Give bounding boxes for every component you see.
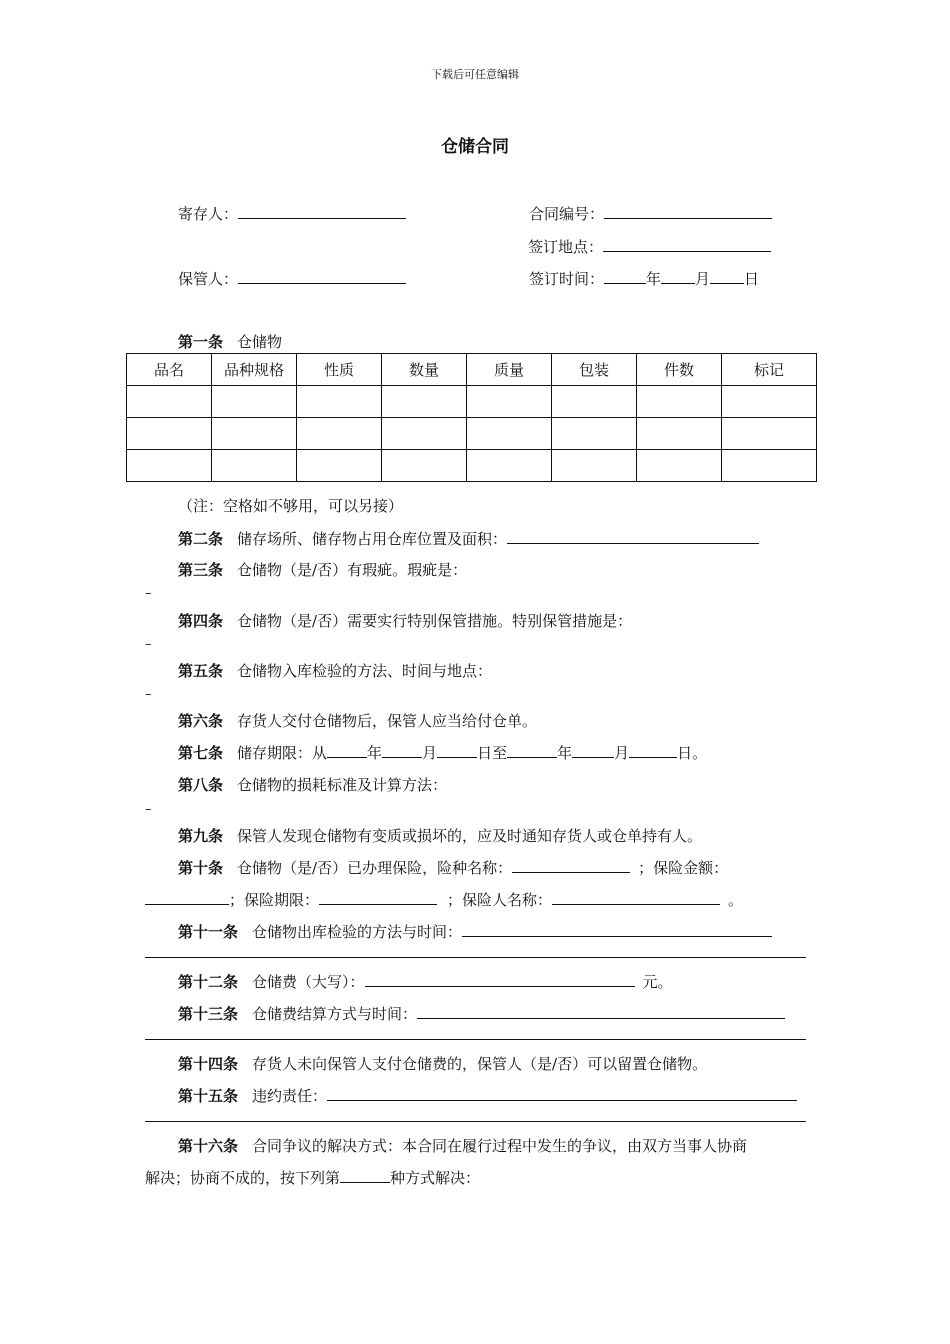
article-6 [178,710,537,731]
article-2-text: 储存场所、储存物占用仓库位置及面积： [237,530,508,548]
article-14-number: 第十四条 [178,1055,239,1073]
article-16-number: 第十六条 [178,1137,239,1155]
article-16 [178,1135,747,1156]
article-11 [178,921,772,942]
article-12-text: 仓储费（大写）： [252,973,365,991]
article-16-line-2-b: 种方式解决： [390,1169,481,1187]
article-3-text: 仓储物（是/否）有瑕疵。瑕疵是： [237,561,468,579]
article-6-number: 第六条 [178,712,224,730]
dash-mark: – [145,802,152,817]
table-header-cell: 标记 [722,354,817,386]
sign-day-label: 日 [744,270,760,288]
article-16-line-2-a: 解决；协商不成的，按下列第 [145,1169,341,1187]
end-month-label: 月 [614,744,630,762]
article-11-text: 仓储物出库检验的方法与时间： [252,923,463,941]
article-15 [178,1085,797,1106]
end-year-label: 年 [557,744,573,762]
sign-time-field [529,268,759,289]
table-cell[interactable] [127,386,212,418]
article-13 [178,1003,785,1024]
article-13-number: 第十三条 [178,1005,239,1023]
insurance-type-blank[interactable] [512,858,630,873]
dash-mark: – [145,637,152,652]
table-header-cell: 性质 [297,354,382,386]
start-day-blank[interactable] [437,743,477,758]
table-header-cell: 数量 [382,354,467,386]
article-1-text: 仓储物 [237,333,283,351]
table-cell[interactable] [637,386,722,418]
sign-month-label: 月 [695,270,711,288]
insurer-label: ；保险人名称： [447,891,553,909]
sign-year-blank[interactable] [604,269,646,284]
article-15-blank[interactable] [327,1086,797,1101]
article-13-continuation-line[interactable] [145,1039,806,1040]
table-header-cell: 品种规格 [212,354,297,386]
article-5-text: 仓储物入库检验的方法、时间与地点： [237,662,493,680]
sign-place-label: 签订地点： [528,238,604,256]
article-12-unit: 元。 [642,973,673,991]
keeper-blank[interactable] [238,269,406,284]
article-13-text: 仓储费结算方式与时间： [252,1005,418,1023]
article-11-continuation-line[interactable] [145,957,806,958]
sign-time-label: 签订时间： [529,270,605,288]
insurance-amount-blank[interactable] [145,890,229,905]
start-month-blank[interactable] [382,743,422,758]
goods-table [126,353,817,482]
table-cell[interactable] [637,450,722,482]
article-14-text: 存货人未向保管人支付仓储费的，保管人（是/否）可以留置仓储物。 [252,1055,708,1073]
sign-year-label: 年 [646,270,662,288]
sign-month-blank[interactable] [661,269,695,284]
table-cell[interactable] [722,450,817,482]
end-month-blank[interactable] [572,743,614,758]
table-cell[interactable] [382,386,467,418]
table-header-cell: 品名 [127,354,212,386]
table-row [127,386,817,418]
table-note: （注：空格如不够用，可以另接） [178,497,404,515]
article-10-end: 。 [728,891,744,909]
table-row [127,450,817,482]
article-9-text: 保管人发现仓储物有变质或损坏的，应及时通知存货人或仓单持有人。 [237,827,703,845]
table-cell[interactable] [722,418,817,450]
end-year-blank[interactable] [507,743,557,758]
sign-place-field [528,236,771,257]
article-15-continuation-line[interactable] [145,1121,806,1122]
article-1 [178,331,282,352]
article-10-text: 仓储物（是/否）已办理保险，险种名称： [237,859,513,877]
start-day-label: 日至 [477,744,508,762]
article-10-line-2 [145,889,743,910]
table-header-row [127,354,817,386]
article-11-blank[interactable] [462,922,772,937]
article-7 [178,742,707,763]
article-15-number: 第十五条 [178,1087,239,1105]
table-cell[interactable] [382,450,467,482]
article-2-number: 第二条 [178,530,224,548]
start-year-blank[interactable] [327,743,367,758]
table-cell[interactable] [212,450,297,482]
table-cell[interactable] [722,386,817,418]
article-6-text: 存货人交付仓储物后，保管人应当给付仓单。 [237,712,538,730]
article-8 [178,774,447,795]
document-title: 仓储合同 [441,137,509,157]
article-8-text: 仓储物的损耗标准及计算方法： [237,776,448,794]
contract-no-blank[interactable] [604,204,772,219]
storage-fee-blank[interactable] [365,972,635,987]
start-month-label: 月 [422,744,438,762]
article-3 [178,559,467,580]
article-13-blank[interactable] [417,1004,785,1019]
table-header-cell: 件数 [637,354,722,386]
table-cell[interactable] [467,418,552,450]
table-cell[interactable] [297,386,382,418]
table-cell[interactable] [212,418,297,450]
keeper-field [178,268,406,289]
dash-mark: – [145,687,152,702]
article-10 [178,857,728,878]
article-12-number: 第十二条 [178,973,239,991]
article-16-text: 合同争议的解决方式：本合同在履行过程中发生的争议，由双方当事人协商 [252,1137,748,1155]
depositor-field [178,203,406,224]
keeper-label: 保管人： [178,270,239,288]
insurance-amount-label: ；保险金额： [638,859,729,877]
article-2-blank[interactable] [507,529,759,544]
table-header-cell: 包装 [552,354,637,386]
article-3-number: 第三条 [178,561,224,579]
article-7-text: 储存期限：从 [237,744,328,762]
article-9-number: 第九条 [178,827,224,845]
article-4 [178,610,632,631]
table-cell[interactable] [297,450,382,482]
end-day-label: 日。 [677,744,708,762]
contract-no-field [529,203,772,224]
article-7-number: 第七条 [178,744,224,762]
table-cell[interactable] [297,418,382,450]
sign-place-blank[interactable] [603,237,771,252]
table-cell[interactable] [467,450,552,482]
article-4-number: 第四条 [178,612,224,630]
start-year-label: 年 [367,744,383,762]
table-cell[interactable] [127,450,212,482]
article-5-number: 第五条 [178,662,224,680]
table-cell[interactable] [212,386,297,418]
table-cell[interactable] [552,450,637,482]
table-cell[interactable] [127,418,212,450]
article-5 [178,660,492,681]
article-12 [178,971,673,992]
depositor-blank[interactable] [238,204,406,219]
article-1-number: 第一条 [178,333,224,351]
table-cell[interactable] [552,386,637,418]
dispute-option-blank[interactable] [340,1168,390,1183]
dash-mark: – [145,586,152,601]
insurer-blank[interactable] [552,890,720,905]
article-8-number: 第八条 [178,776,224,794]
article-4-text: 仓储物（是/否）需要实行特别保管措施。特别保管措施是： [237,612,633,630]
table-row [127,418,817,450]
article-9 [178,825,702,846]
table-cell[interactable] [467,386,552,418]
table-cell[interactable] [637,418,722,450]
end-day-blank[interactable] [629,743,677,758]
article-14 [178,1053,707,1074]
depositor-label: 寄存人： [178,205,239,223]
table-cell[interactable] [382,418,467,450]
sign-day-blank[interactable] [710,269,744,284]
article-16-line-2 [145,1167,480,1188]
table-header-cell: 质量 [467,354,552,386]
article-15-text: 违约责任： [252,1087,328,1105]
insurance-period-blank[interactable] [319,890,437,905]
article-11-number: 第十一条 [178,923,239,941]
header-note: 下载后可任意编辑 [431,68,519,81]
contract-no-label: 合同编号： [529,205,605,223]
article-2 [178,528,759,549]
insurance-period-label: ；保险期限： [229,891,320,909]
article-10-number: 第十条 [178,859,224,877]
table-cell[interactable] [552,418,637,450]
